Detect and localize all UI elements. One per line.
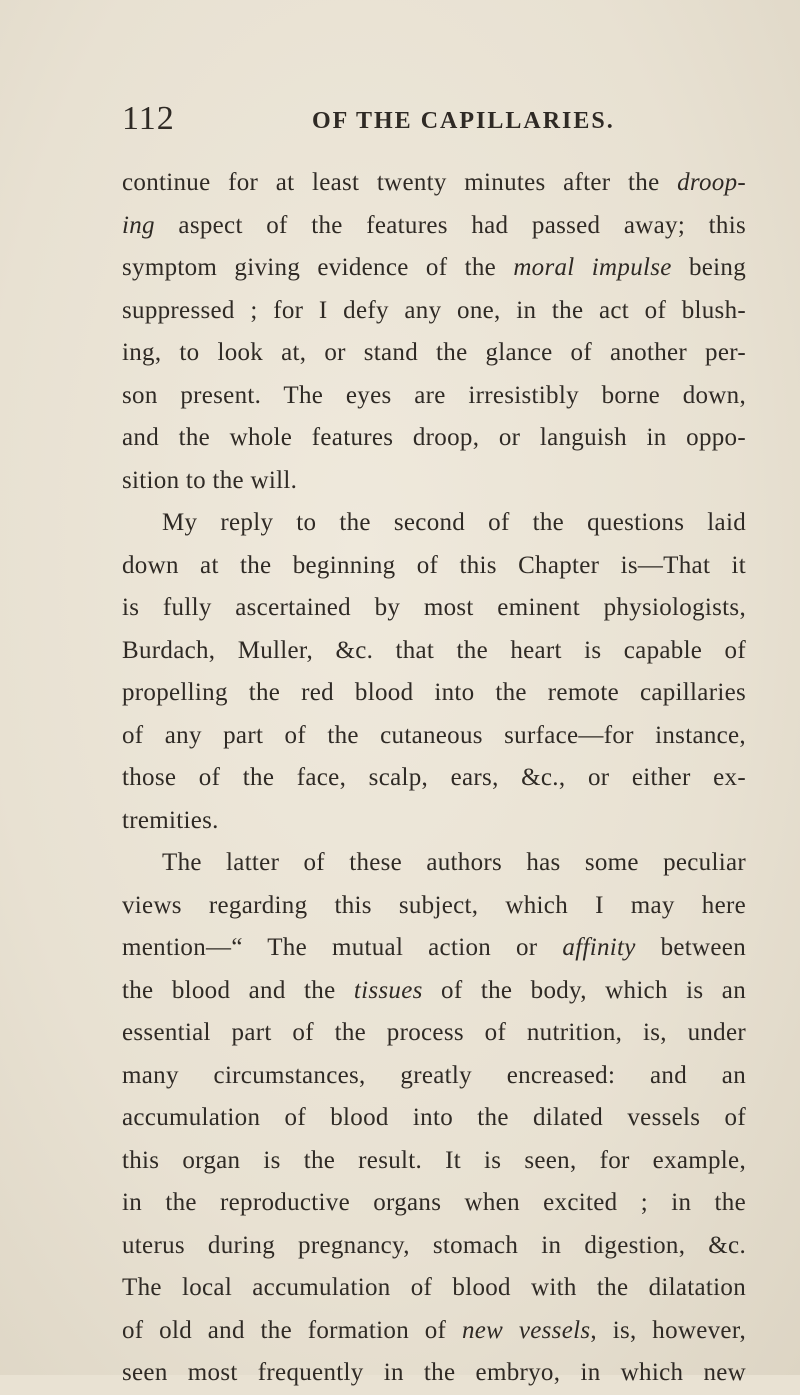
text-line: continue for at least twenty minutes after the droop- bbox=[122, 169, 746, 196]
body-text bbox=[122, 162, 746, 1395]
text-line: sition to the will. bbox=[122, 466, 298, 494]
running-title: OF THE CAPILLARIES. bbox=[312, 108, 615, 134]
text-line: uterus during pregnancy, stomach in digestion, &c. bbox=[122, 1231, 746, 1259]
text-line: is fully ascertained by most eminent physiologists, bbox=[122, 594, 746, 621]
text-line: down at the beginning of this Chapter is—That it bbox=[122, 551, 746, 579]
text-line: The local accumulation of blood with the dilatation bbox=[122, 1274, 746, 1301]
paragraph-1 bbox=[122, 162, 746, 502]
text-line: symptom giving evidence of the moral impulse being bbox=[122, 254, 746, 281]
text-line: in the reproductive organs when excited ; in the bbox=[122, 1189, 746, 1216]
text-line: The latter of these authors has some peculiar bbox=[162, 849, 746, 876]
paragraph-2 bbox=[122, 502, 746, 842]
text-line: many circumstances, greatly encreased: and an bbox=[122, 1061, 746, 1089]
text-line: this organ is the result. It is seen, for example, bbox=[122, 1146, 746, 1174]
text-line: essential part of the process of nutrition, is, under bbox=[122, 1019, 746, 1046]
text-line: seen most frequently in the embryo, in which new bbox=[122, 1359, 746, 1386]
text-line: propelling the red blood into the remote capillaries bbox=[122, 679, 746, 706]
paragraph-3 bbox=[122, 842, 746, 1395]
text-line: the blood and the tissues of the body, which is an bbox=[122, 976, 746, 1004]
text-line: suppressed ; for I defy any one, in the act of blush- bbox=[122, 296, 746, 324]
text-line: of old and the formation of new vessels, is, however, bbox=[122, 1316, 746, 1344]
text-line: ing, to look at, or stand the glance of another per- bbox=[122, 339, 746, 366]
text-line: and the whole features droop, or languish in oppo- bbox=[122, 424, 746, 451]
text-line: views regarding this subject, which I may here bbox=[122, 891, 746, 919]
text-line: son present. The eyes are irresistibly borne down, bbox=[122, 381, 746, 409]
text-line: those of the face, scalp, ears, &c., or either ex- bbox=[122, 764, 746, 791]
text-line: Burdach, Muller, &c. that the heart is capable of bbox=[122, 636, 746, 664]
text-line: My reply to the second of the questions laid bbox=[162, 509, 746, 536]
text-line: of any part of the cutaneous surface—for instance, bbox=[122, 721, 746, 749]
text-line: accumulation of blood into the dilated vessels of bbox=[122, 1104, 746, 1131]
page-number: 112 bbox=[122, 100, 175, 137]
page-header bbox=[122, 100, 742, 150]
text-line: ing aspect of the features had passed away; this bbox=[122, 211, 746, 239]
text-line: mention—“ The mutual action or affinity between bbox=[122, 934, 746, 961]
text-line: tremities. bbox=[122, 806, 219, 834]
